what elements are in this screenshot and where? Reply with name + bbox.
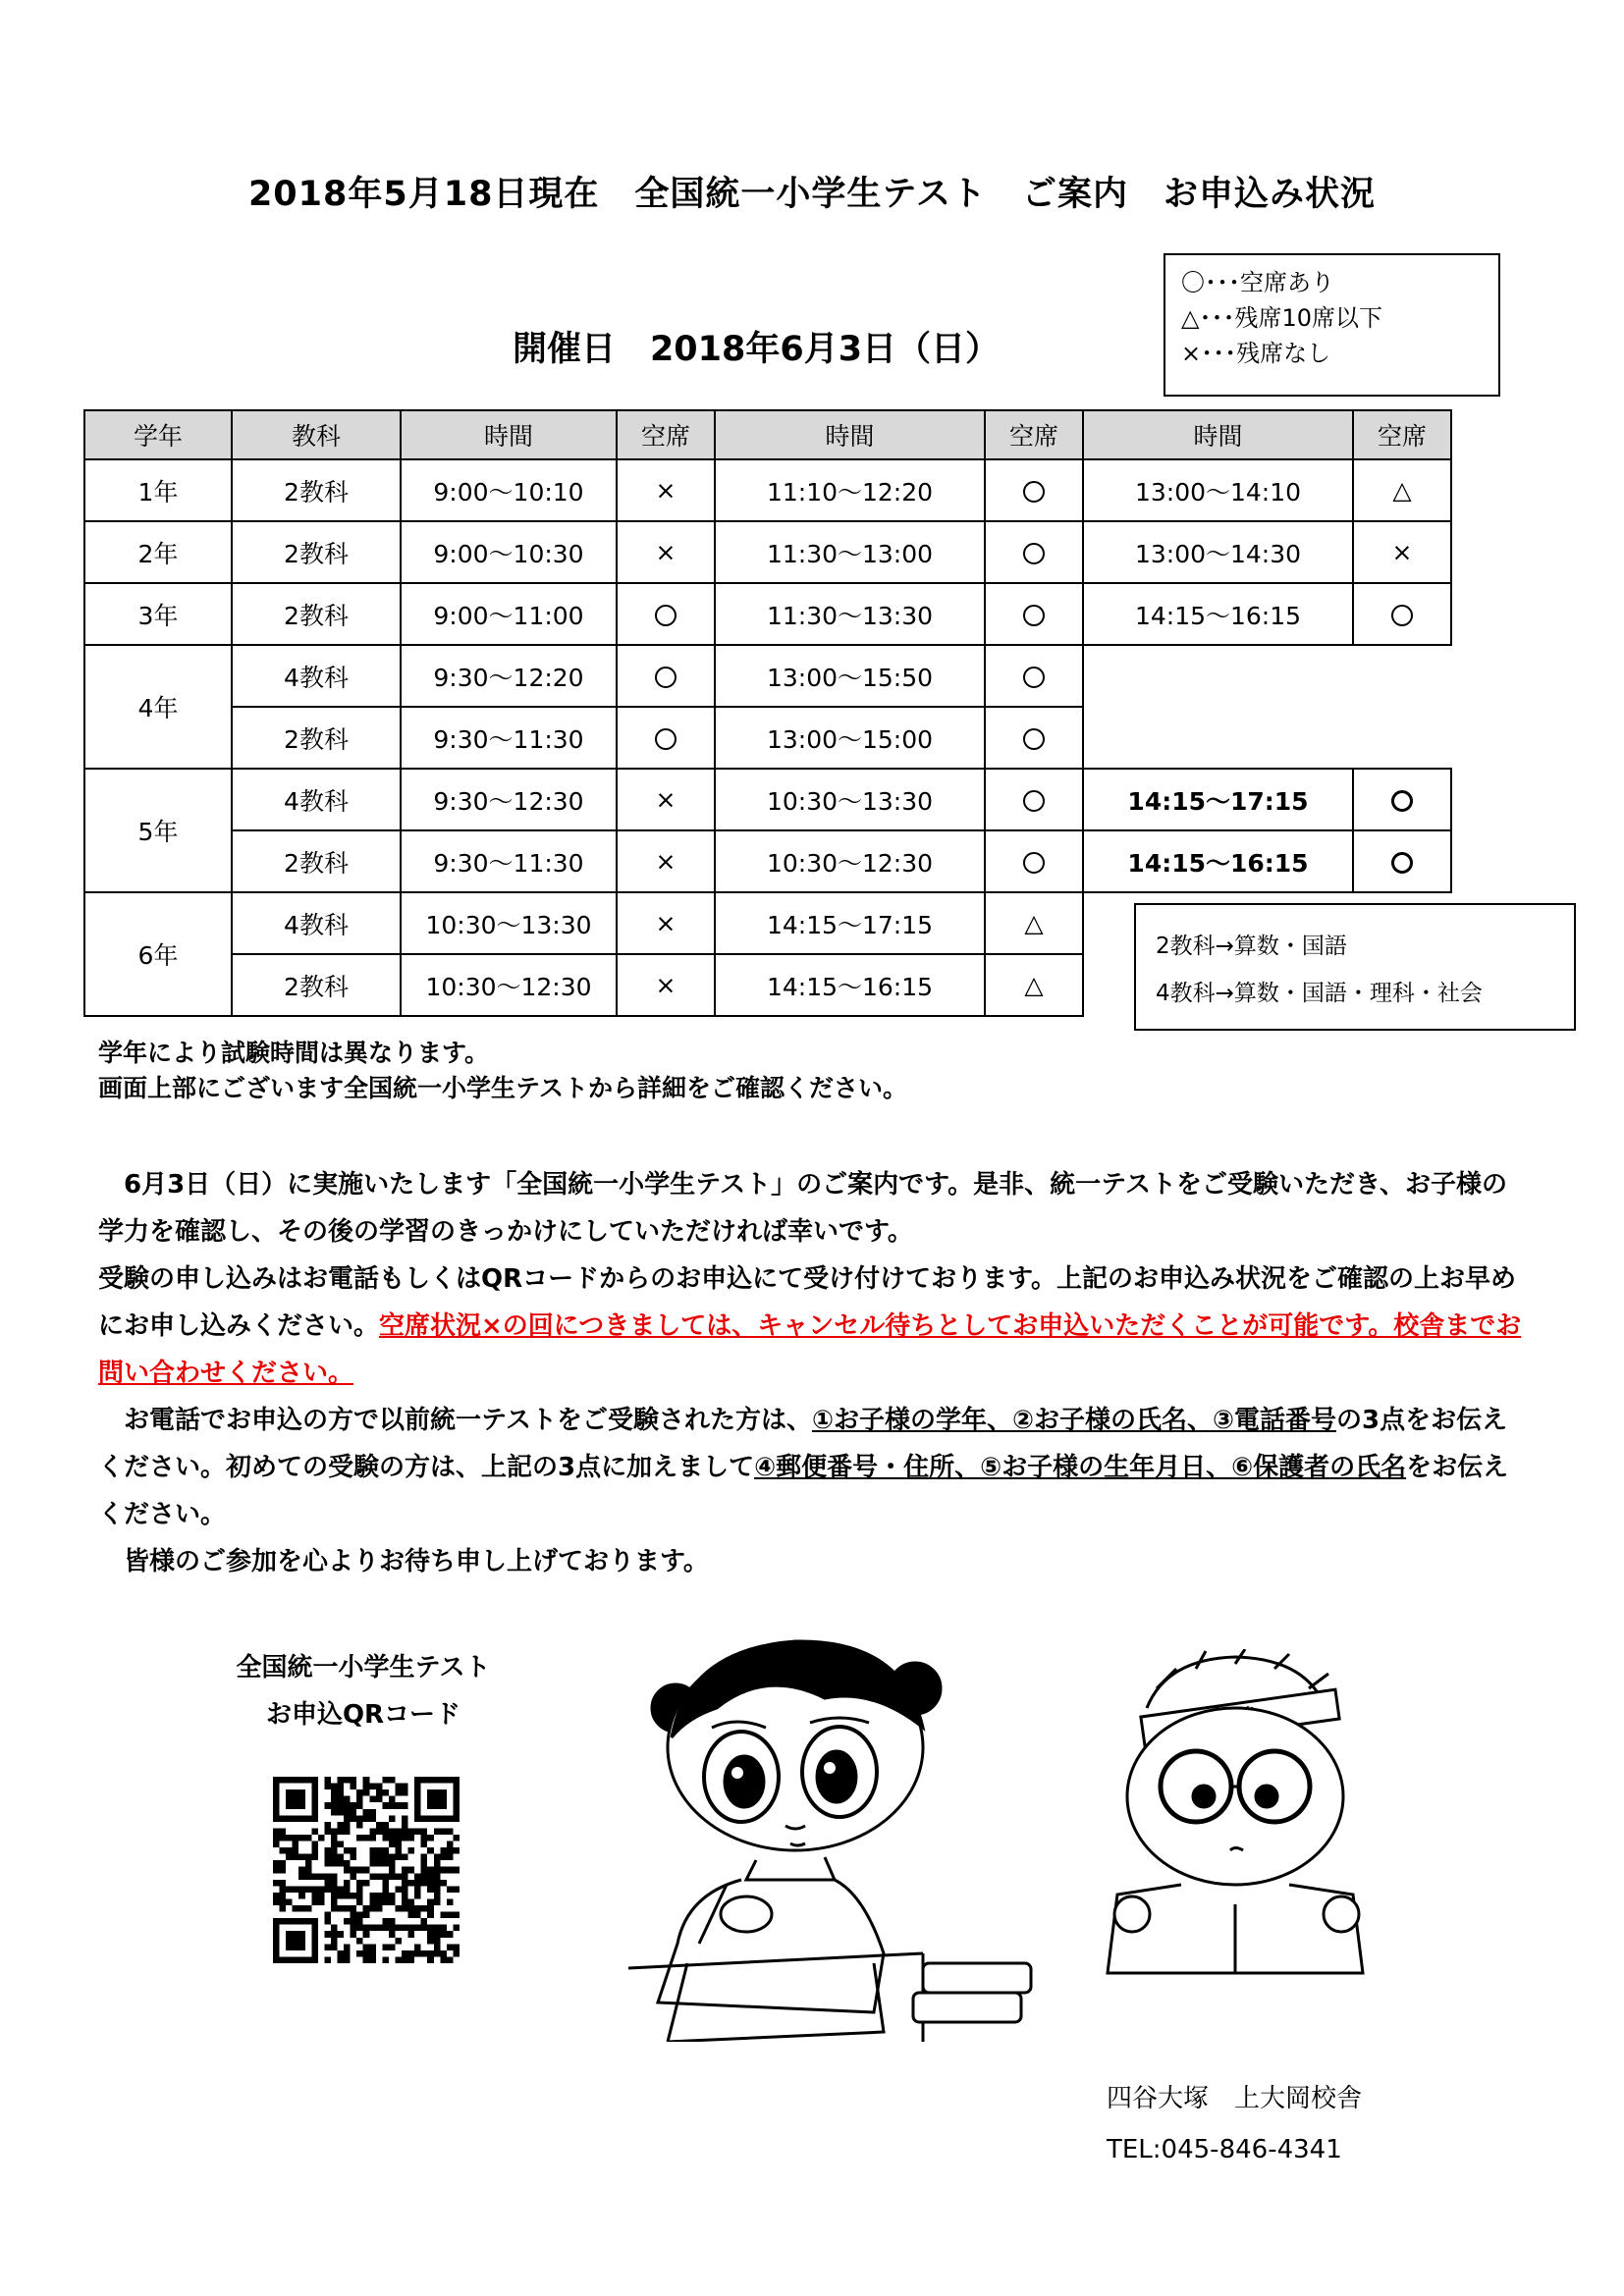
header-time-3: 時間 xyxy=(1083,410,1353,459)
circle-mark xyxy=(655,667,677,688)
header-time-1: 時間 xyxy=(401,410,617,459)
time-cell: 9:30～12:30 xyxy=(401,769,617,830)
subject-cell: 2教科 xyxy=(232,583,401,645)
subject-cell: 4教科 xyxy=(232,769,401,830)
seat-cell: × xyxy=(617,830,715,892)
table-row xyxy=(84,830,1451,892)
seat-cell xyxy=(985,769,1083,830)
circle-mark xyxy=(1023,667,1045,688)
header-seat-2: 空席 xyxy=(985,410,1083,459)
subject-note-2: 2教科→算数・国語 xyxy=(1156,934,1347,959)
table-row xyxy=(84,645,1451,707)
time-cell: 10:30～12:30 xyxy=(715,830,985,892)
school-phone: TEL:045-846-4341 xyxy=(1107,2135,1342,2164)
note-line: 学年により試験時間は異なります。 xyxy=(98,1039,490,1067)
time-cell: 14:15～16:15 xyxy=(1083,830,1353,892)
grade-cell: 4年 xyxy=(84,645,232,769)
time-cell: 10:30～13:30 xyxy=(715,769,985,830)
seat-cell xyxy=(985,583,1083,645)
circle-mark xyxy=(1023,481,1045,503)
seat-cell: × xyxy=(617,769,715,830)
time-cell: 9:00～10:30 xyxy=(401,521,617,583)
qr-caption xyxy=(177,1644,550,1738)
text-span: の3点をお伝えください。初めての受験の方は、上記の3点に加えまして xyxy=(98,1406,1508,1482)
text-span: お電話でお申込の方で以前統一テストをご受験された方は、 xyxy=(98,1406,812,1435)
header-grade: 学年 xyxy=(84,410,232,459)
time-cell: 9:30～11:30 xyxy=(401,707,617,769)
time-cell: 14:15～16:15 xyxy=(715,954,985,1016)
seat-cell: △ xyxy=(1353,459,1451,521)
table-header-row xyxy=(84,410,1451,459)
time-cell: 9:30～12:20 xyxy=(401,645,617,707)
school-name: 四谷大塚 上大岡校舎 xyxy=(1107,2084,1363,2113)
circle-mark xyxy=(655,605,677,626)
time-cell: 10:30～13:30 xyxy=(401,892,617,954)
seat-cell xyxy=(985,645,1083,707)
required-info-returning: ①お子様の学年、②お子様の氏名、③電話番号 xyxy=(811,1406,1337,1435)
subject-cell: 2教科 xyxy=(232,459,401,521)
seat-cell xyxy=(1353,583,1451,645)
time-cell: 13:00～15:50 xyxy=(715,645,985,707)
page-title: 2018年5月18日現在 全国統一小学生テスト ご案内 お申込み状況 xyxy=(247,175,1377,214)
grade-cell: 3年 xyxy=(84,583,232,645)
subject-cell: 2教科 xyxy=(232,707,401,769)
seat-cell: × xyxy=(617,954,715,1016)
paragraph xyxy=(98,1397,1532,1538)
subject-cell: 2教科 xyxy=(232,521,401,583)
grade-cell: 2年 xyxy=(84,521,232,583)
paragraph: 皆様のご参加を心よりお待ち申し上げております。 xyxy=(98,1547,709,1576)
table-row xyxy=(84,769,1451,830)
table-row xyxy=(84,521,1451,583)
empty-area xyxy=(1083,645,1451,769)
time-cell: 14:15～16:15 xyxy=(1083,583,1353,645)
subject-note-box xyxy=(1134,903,1576,1031)
seat-cell xyxy=(985,830,1083,892)
header-time-2: 時間 xyxy=(715,410,985,459)
seat-cell: × xyxy=(617,459,715,521)
grade-cell: 1年 xyxy=(84,459,232,521)
notes xyxy=(98,1036,907,1106)
text-span: 受験の申し込みはお電話もしくはQRコードからのお申込にて受け付けております。上記のお申込み状況をご確認の上お早めにお申し込みください。 xyxy=(98,1264,1517,1341)
circle-mark xyxy=(1023,543,1045,564)
seat-cell xyxy=(617,583,715,645)
seat-cell: × xyxy=(617,892,715,954)
seat-cell xyxy=(985,707,1083,769)
time-cell: 9:00～11:00 xyxy=(401,583,617,645)
seat-cell xyxy=(1353,830,1451,892)
time-cell: 10:30～12:30 xyxy=(401,954,617,1016)
qr-code[interactable] xyxy=(273,1777,460,1963)
header-subject: 教科 xyxy=(232,410,401,459)
time-cell: 11:10～12:20 xyxy=(715,459,985,521)
circle-mark xyxy=(1391,605,1413,626)
header-seat-1: 空席 xyxy=(617,410,715,459)
seat-cell xyxy=(617,645,715,707)
boy-reading-illustration xyxy=(1088,1649,1382,1983)
waitlist-notice: 空席状況×の回につきましては、キャンセル待ちとしてお申込いただくことが可能です。校舎までお問い合わせください。 xyxy=(98,1311,1522,1388)
body-text xyxy=(98,1161,1532,1585)
qr-caption-line: お申込QRコード xyxy=(265,1700,461,1730)
note-line: 画面上部にございます全国統一小学生テストから詳細をご確認ください。 xyxy=(98,1074,908,1102)
time-cell: 13:00～14:30 xyxy=(1083,521,1353,583)
legend-box xyxy=(1164,253,1500,397)
text-span: をお伝えください。 xyxy=(98,1453,1509,1529)
time-cell: 14:15～17:15 xyxy=(1083,769,1353,830)
paragraph: 6月3日（日）に実施いたします「全国統一小学生テスト」のご案内です。是非、統一テストをご受験いただき、お子様の学力を確認し、その後の学習のきっかけにしていただければ幸いです。 xyxy=(98,1170,1507,1247)
seat-cell xyxy=(1353,769,1451,830)
seat-cell xyxy=(985,459,1083,521)
subject-cell: 4教科 xyxy=(232,645,401,707)
seat-cell: × xyxy=(617,521,715,583)
circle-mark xyxy=(1391,852,1413,874)
header-seat-3: 空席 xyxy=(1353,410,1451,459)
seat-cell xyxy=(985,521,1083,583)
subject-cell: 4教科 xyxy=(232,892,401,954)
circle-mark xyxy=(1023,852,1045,874)
school-signature xyxy=(1107,2073,1362,2175)
subject-cell: 2教科 xyxy=(232,830,401,892)
seat-cell: × xyxy=(1353,521,1451,583)
paragraph xyxy=(98,1255,1532,1397)
circle-mark xyxy=(1023,728,1045,750)
time-cell: 9:30～11:30 xyxy=(401,830,617,892)
table-row xyxy=(84,583,1451,645)
legend-full: ×･･･残席なし xyxy=(1181,340,1331,367)
subject-note-4: 4教科→算数・国語・理科・社会 xyxy=(1156,981,1483,1006)
time-cell: 9:00～10:10 xyxy=(401,459,617,521)
grade-cell: 5年 xyxy=(84,769,232,892)
seat-cell: △ xyxy=(985,892,1083,954)
subject-cell: 2教科 xyxy=(232,954,401,1016)
circle-mark xyxy=(655,728,677,750)
qr-caption-line: 全国統一小学生テスト xyxy=(236,1653,491,1682)
circle-mark xyxy=(1023,605,1045,626)
time-cell: 13:00～14:10 xyxy=(1083,459,1353,521)
girl-studying-illustration xyxy=(628,1629,1041,2042)
event-date: 開催日 2018年6月3日（日） xyxy=(512,330,1001,369)
circle-mark xyxy=(1391,790,1413,812)
time-cell: 11:30～13:00 xyxy=(715,521,985,583)
time-cell: 11:30～13:30 xyxy=(715,583,985,645)
table-row xyxy=(84,459,1451,521)
seat-cell xyxy=(617,707,715,769)
grade-cell: 6年 xyxy=(84,892,232,1016)
seat-cell: △ xyxy=(985,954,1083,1016)
required-info-new: ④郵便番号・住所、⑤お子様の生年月日、⑥保護者の氏名 xyxy=(754,1453,1407,1482)
time-cell: 14:15～17:15 xyxy=(715,892,985,954)
legend-available: 〇･･･空席あり xyxy=(1181,269,1334,296)
legend-few-left: △･･･残席10席以下 xyxy=(1181,304,1382,332)
circle-mark xyxy=(1023,790,1045,812)
time-cell: 13:00～15:00 xyxy=(715,707,985,769)
